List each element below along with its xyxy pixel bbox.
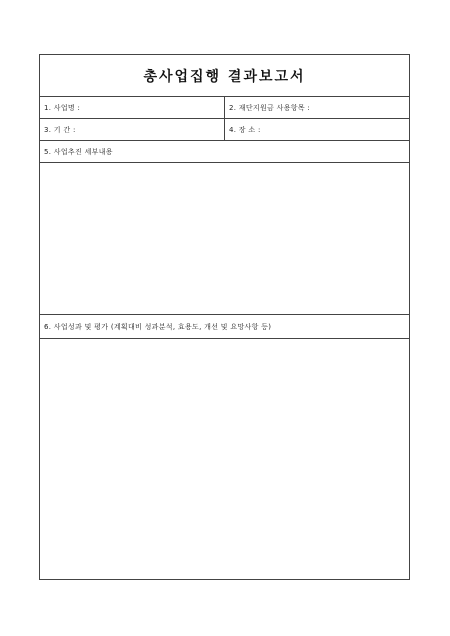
evaluation-area[interactable] bbox=[40, 339, 409, 579]
report-form bbox=[39, 54, 410, 580]
period-field[interactable]: 3. 기 간 : bbox=[40, 119, 225, 140]
row-period-place bbox=[40, 119, 409, 141]
row-project-fund bbox=[40, 97, 409, 119]
details-label: 5. 사업추진 세부내용 bbox=[44, 147, 113, 156]
evaluation-label: 6. 사업성과 및 평가 (계획대비 성과분석, 효용도, 개선 및 요망사항 등) bbox=[44, 322, 272, 331]
document-title: 총사업집행 결과보고서 bbox=[143, 68, 306, 85]
row-evaluation-header bbox=[40, 315, 409, 339]
project-name-field[interactable]: 1. 사업명 : bbox=[40, 97, 225, 118]
title-row bbox=[40, 55, 409, 97]
place-field[interactable]: 4. 장 소 : bbox=[229, 125, 261, 134]
details-area[interactable] bbox=[40, 163, 409, 315]
row-details-header bbox=[40, 141, 409, 163]
fund-usage-field[interactable]: 2. 재단지원금 사용항목 : bbox=[229, 103, 311, 112]
